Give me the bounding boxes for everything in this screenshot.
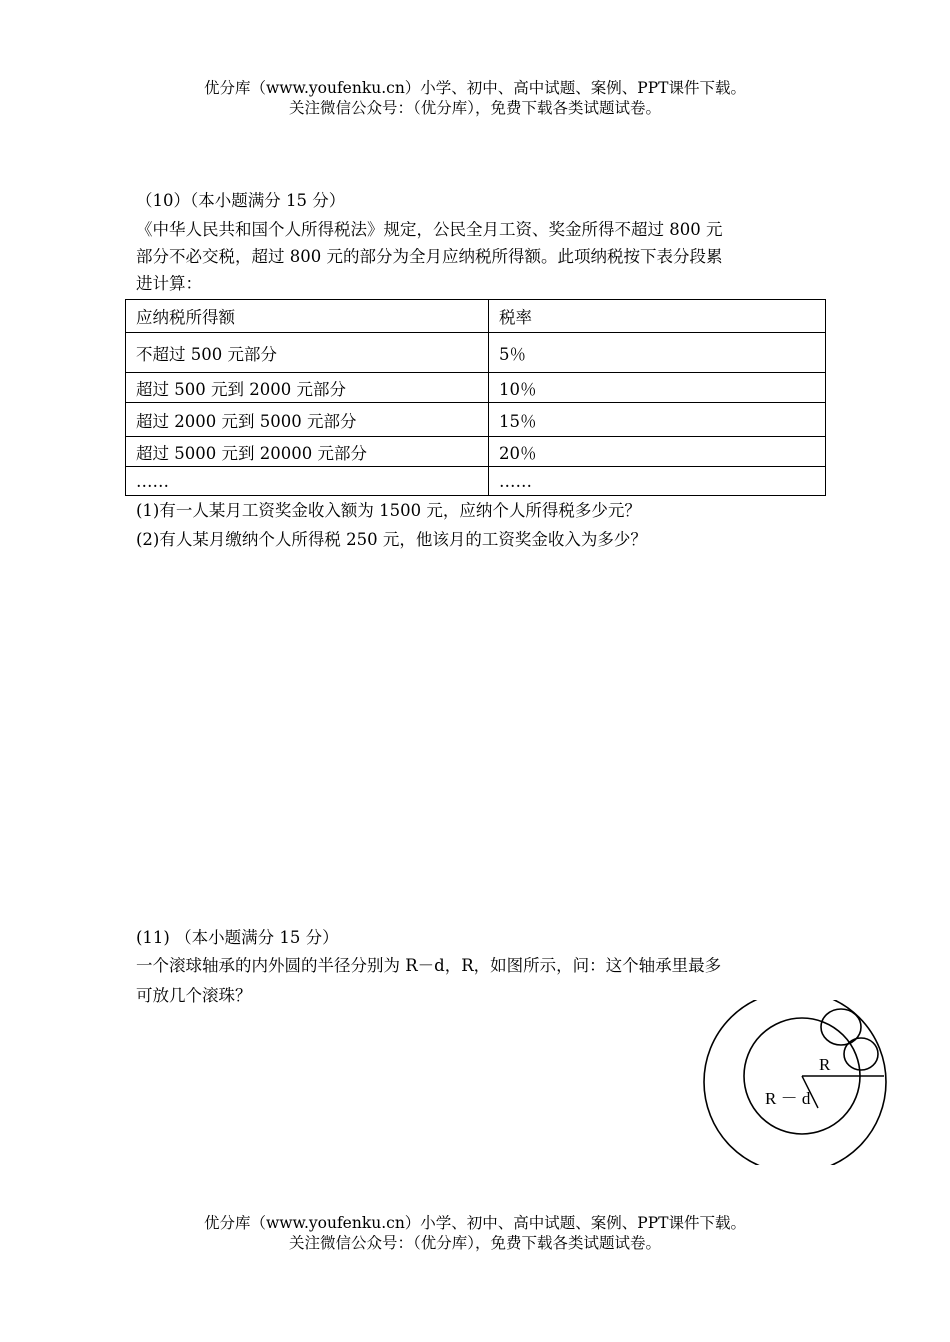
- outer-circle: [704, 1000, 886, 1165]
- bearing-figure: [700, 1000, 890, 1165]
- table-cell-income: 不超过 500 元部分: [126, 333, 489, 373]
- q11-line-2: 可放几个滚珠？: [136, 986, 252, 1005]
- q11-title: (11) （本小题满分 15 分）: [136, 928, 339, 947]
- footer-line-2: 关注微信公众号：（优分库），免费下载各类试题试卷。: [288, 1234, 661, 1252]
- table-row: [126, 373, 826, 403]
- label-inner-radius: R － d: [765, 1089, 811, 1108]
- table-row: [126, 333, 826, 373]
- q10-intro-line-2: 部分不必交税，超过 800 元的部分为全月应纳税所得额。此项纳税按下表分段累: [136, 247, 723, 266]
- footer-line-1: 优分库（www.youfenku.cn）小学、初中、高中试题、案例、PPT课件下载。: [203, 1214, 747, 1232]
- table-cell-income: ……: [126, 467, 489, 496]
- table-cell-income: 超过 5000 元到 20000 元部分: [126, 437, 489, 467]
- header-line-1: 优分库（www.youfenku.cn）小学、初中、高中试题、案例、PPT课件下载。: [203, 79, 747, 97]
- table-cell-rate: 15％: [489, 403, 826, 437]
- table-cell-rate: ……: [489, 467, 826, 496]
- header-line-2: 关注微信公众号：（优分库），免费下载各类试题试卷。: [288, 99, 661, 117]
- q10-title: （10）（本小题满分 15 分）: [136, 191, 346, 210]
- table-header-row: [126, 300, 826, 333]
- table-row: [126, 467, 826, 496]
- table-cell-rate: 5％: [489, 333, 826, 373]
- q10-intro-line-1: 《中华人民共和国个人所得税法》规定，公民全月工资、奖金所得不超过 800 元: [136, 220, 723, 239]
- table-cell-rate: 10％: [489, 373, 826, 403]
- q10-sub-question-1: (1)有一人某月工资奖金收入额为 1500 元，应纳个人所得税多少元？: [136, 501, 641, 520]
- table-cell-rate: 20％: [489, 437, 826, 467]
- table-row: [126, 403, 826, 437]
- table-header-rate: 税率: [489, 300, 826, 333]
- tax-rate-table: [125, 299, 826, 496]
- ball-2: [844, 1038, 878, 1070]
- table-row: [126, 437, 826, 467]
- table-cell-income: 超过 2000 元到 5000 元部分: [126, 403, 489, 437]
- table-header-income: 应纳税所得额: [126, 300, 489, 333]
- page-header: [0, 78, 950, 118]
- q10-sub-question-2: (2)有人某月缴纳个人所得税 250 元，他该月的工资奖金收入为多少？: [136, 530, 647, 549]
- q10-intro-line-3: 进计算：: [136, 274, 202, 293]
- label-outer-radius: R: [819, 1055, 831, 1074]
- q11-line-1: 一个滚球轴承的内外圆的半径分别为 R－d，R，如图所示，问：这个轴承里最多: [136, 956, 722, 975]
- table-cell-income: 超过 500 元到 2000 元部分: [126, 373, 489, 403]
- page-footer: [0, 1213, 950, 1253]
